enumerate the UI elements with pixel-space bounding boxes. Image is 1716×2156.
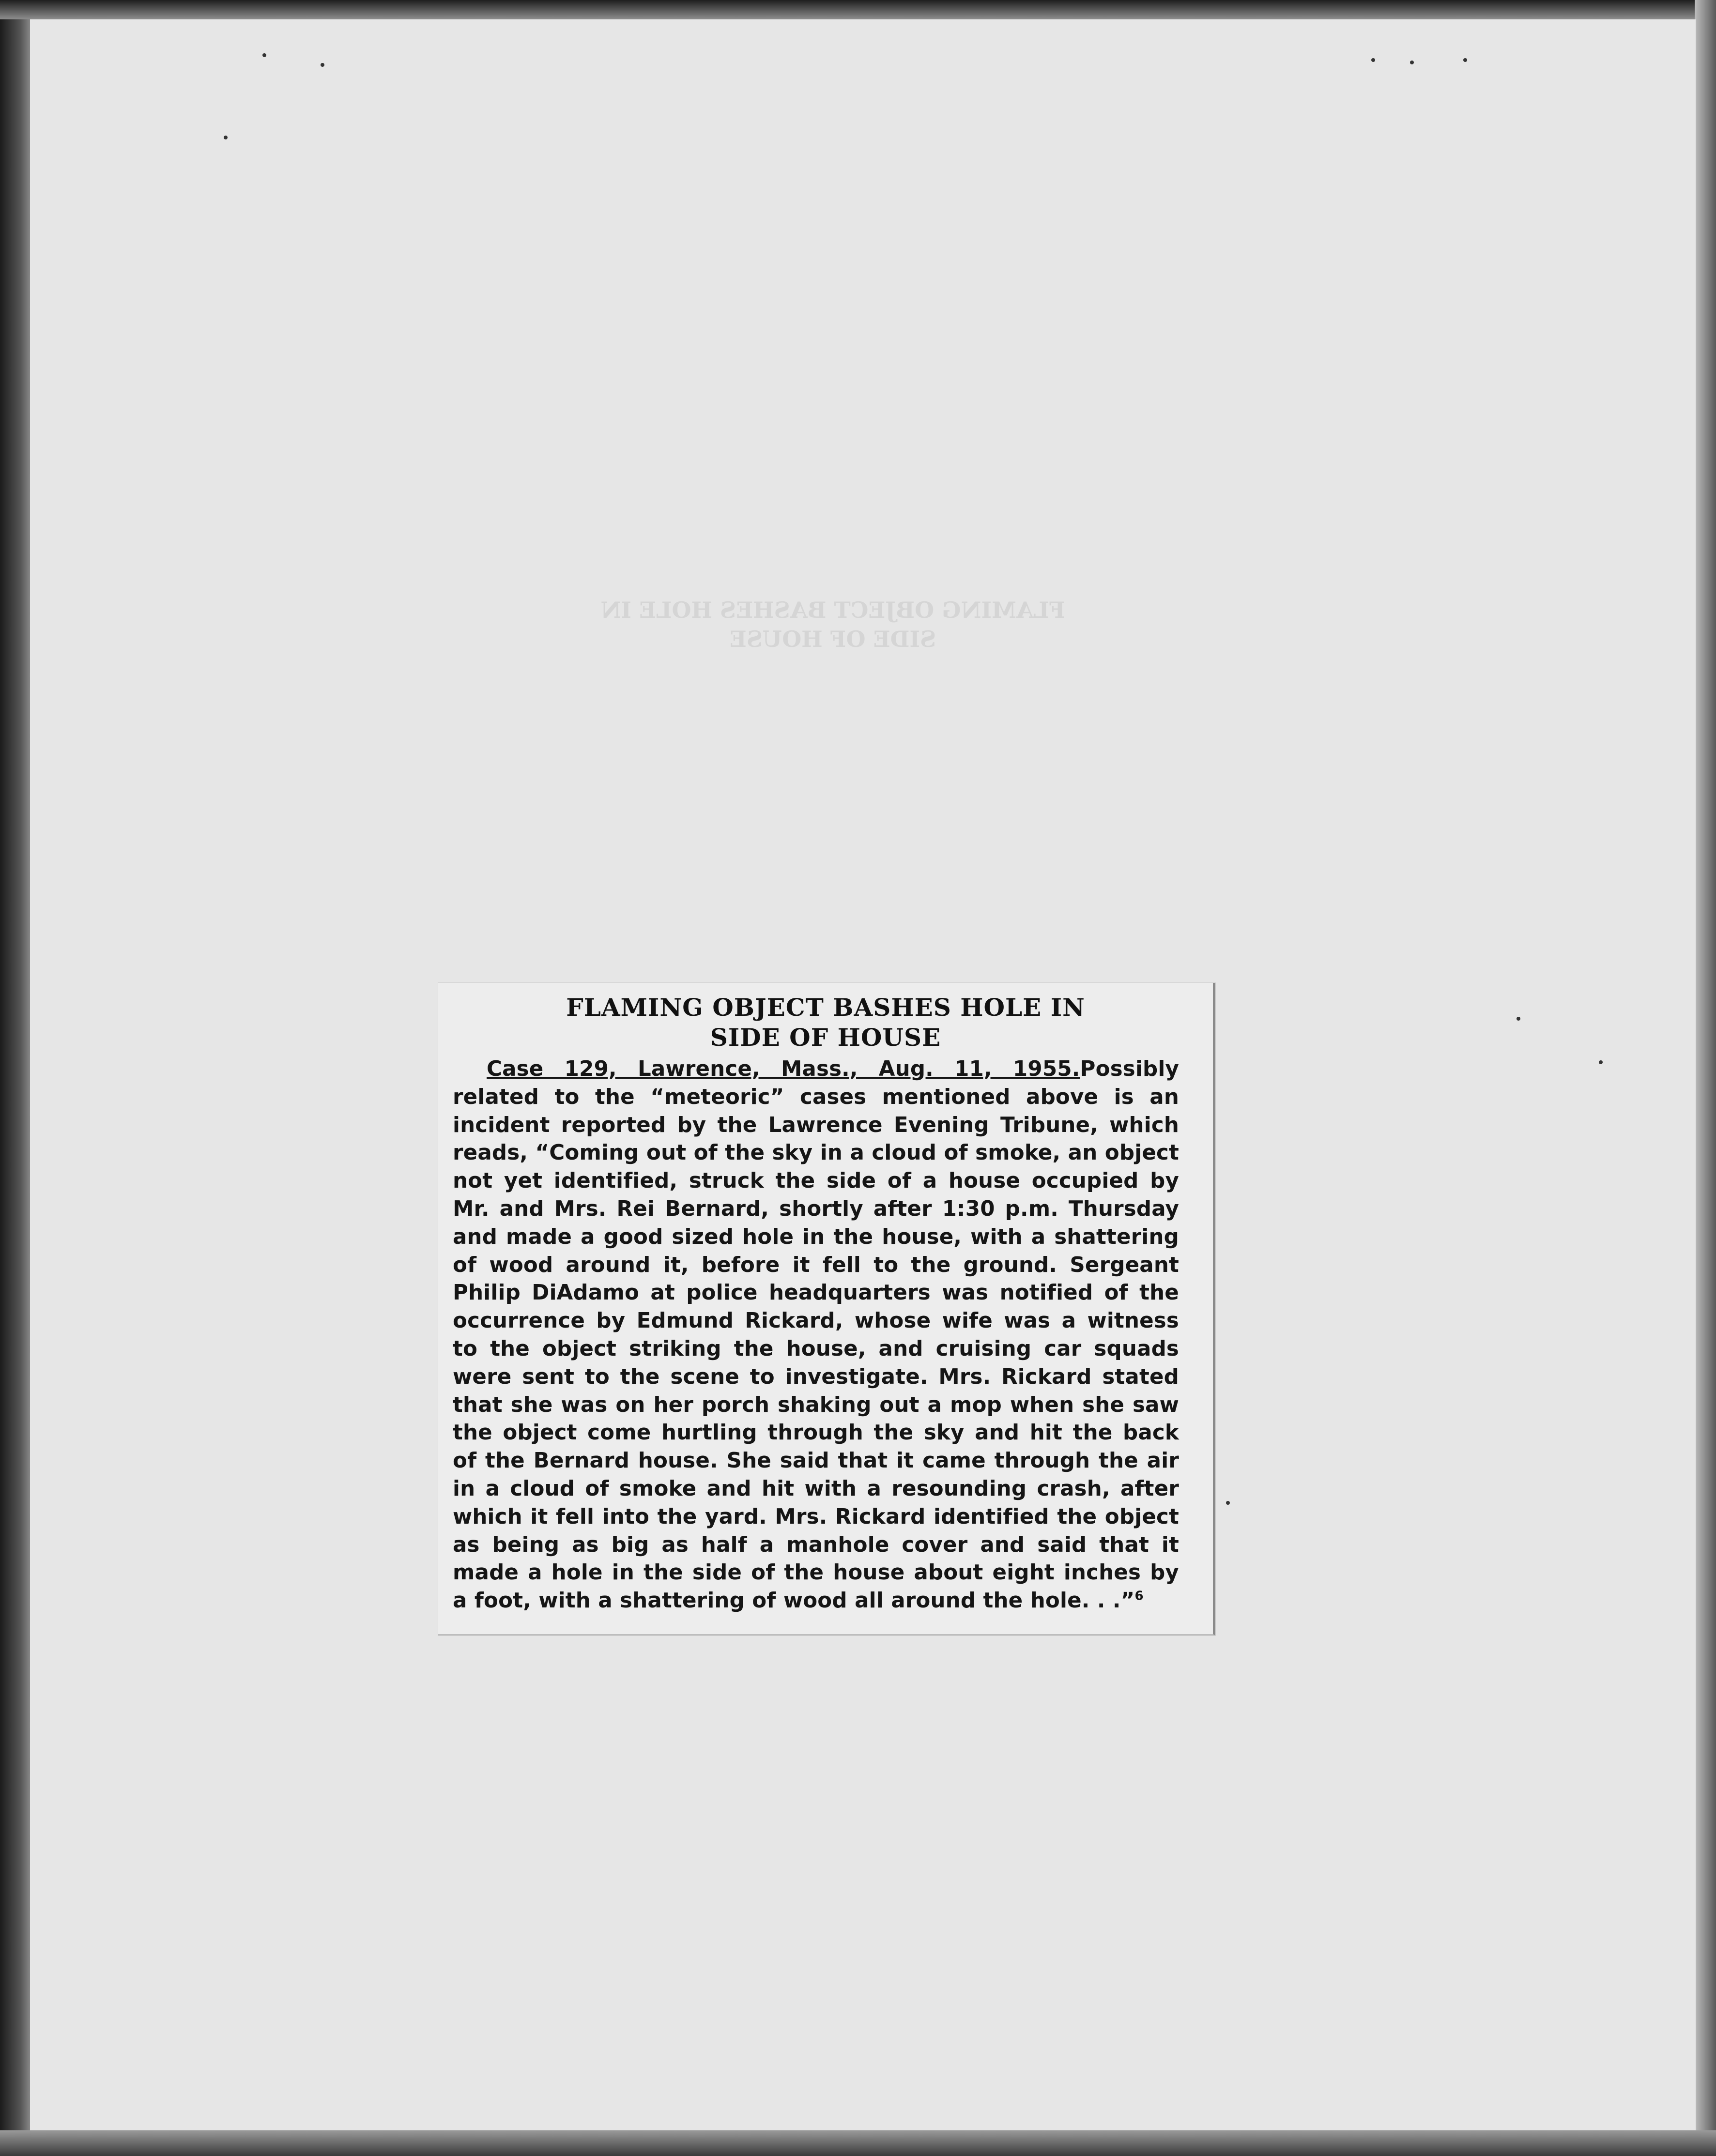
scan-speck <box>262 53 266 57</box>
scan-speck <box>1410 61 1414 64</box>
scan-speck <box>1463 58 1467 62</box>
scan-speck <box>1371 58 1375 62</box>
scan-speck <box>224 136 228 139</box>
article-body <box>453 1055 1179 1615</box>
case-reference: Case 129, Lawrence, Mass., Aug. 11, 1955. <box>487 1057 1080 1081</box>
scan-right-edge <box>1695 0 1716 2156</box>
footnote-marker: 6 <box>1134 1589 1144 1604</box>
scan-speck <box>1599 1060 1603 1064</box>
scan-left-edge <box>0 0 34 2156</box>
newspaper-clipping <box>438 983 1215 1636</box>
headline-line-2: SIDE OF HOUSE <box>710 1023 941 1052</box>
bleed-through-text: FLAMING OBJECT BASHES HOLE IN SIDE OF HOUSE <box>600 597 1065 652</box>
article-paragraph: Possibly related to the “meteoric” cases mentioned above is an incident reported by the Lawrence Evening Tribune, which reads, “Coming out of the sky in a cloud of smoke, an object not yet identified, struck the side of a house occupied by Mr. and Mrs. Rei Bernard, shortly after 1:30 p.m. Thursday and made a good sized hole in the house, with a shattering of wood around it, before it fell to the ground. Sergeant Philip DiAdamo at police headquarters was notified of the occurrence by Edmund Rickard, whose wife was a witness to the object striking the house, and cruising car squads were sent to the scene to investigate. Mrs. Rickard stated that she was on her porch shaking out a mop when she saw the object come hurtling through the sky and hit the back of the Bernard house. She said that it came through the air in a cloud of smoke and hit with a resounding crash, after which it fell into the yard. Mrs. Rickard identified the object as being as big as half a manhole cover and said that it made a hole in the side of the house about eight inches by a foot, with a shattering of wood all around the hole. . .” <box>453 1057 1179 1613</box>
scan-speck <box>321 63 324 67</box>
scan-top-edge <box>0 0 1716 19</box>
scan-speck <box>1226 1501 1230 1505</box>
scan-speck <box>1517 1017 1520 1021</box>
headline-line-1: FLAMING OBJECT BASHES HOLE IN <box>566 993 1085 1022</box>
article-headline <box>438 993 1213 1053</box>
scan-bottom-edge <box>0 2130 1716 2156</box>
